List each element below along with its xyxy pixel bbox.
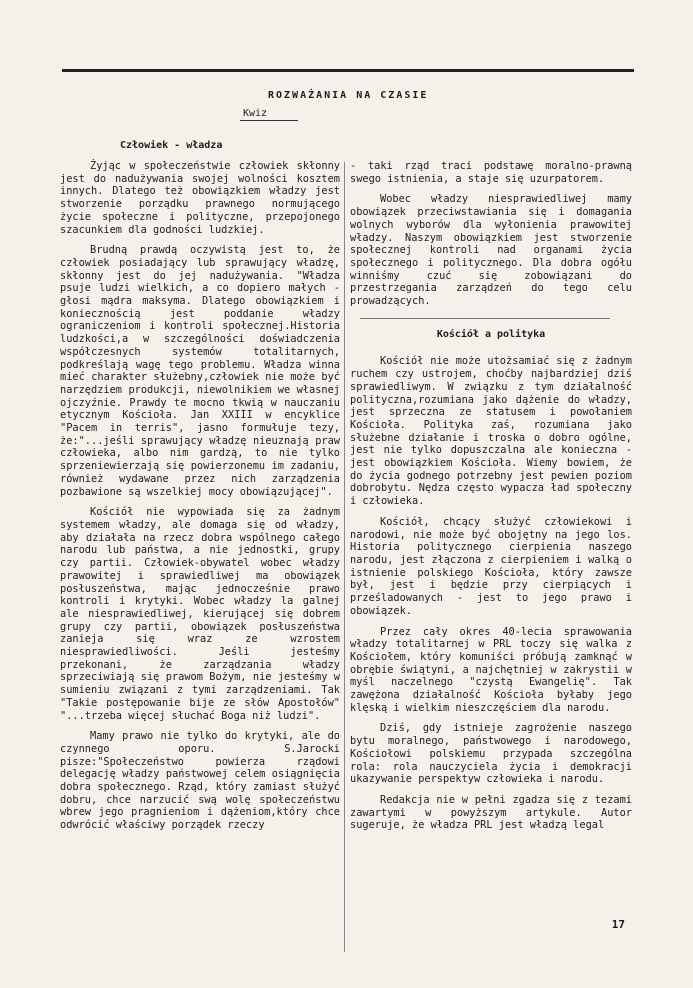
paragraph: Przez cały okres 40-lecia sprawowania władzy totalitarnej w PRL toczy się walka z Kościołem, który komuniści próbują zamknąć w obrębie świątyni, a najchętniej w zakrystii w myśl naczelnego "czystą Ewangelię". Tak zawężona działalność Kościoła byłaby jego klęską i wielkim nieszczęściem dla narodu. xyxy=(350,625,632,714)
paragraph: Kościół nie może utożsamiać się z żadnym ruchem czy ustrojem, choćby najbardziej dziś sprawiedliwym. W związku z tym działalność polityczna,rozumiana jako dążenie do władzy, jest sprzeczna ze statusem i powołaniem Kościoła. Polityka zaś, rozumiana jako służebne działanie i troska o dobro ogólne, jest nie tylko dopuszczalna ale konieczna - jest obowiązkiem Kościoła. Wiemy bowiem, że do życia godnego potrzebny jest pewien poziom dobrobytu. Nędza często wypacza ład społeczny i człowieka. xyxy=(350,355,632,508)
left-column xyxy=(60,160,340,840)
paragraph: Mamy prawo nie tylko do krytyki, ale do czynnego oporu. S.Jarocki pisze:"Społeczeństwo powierza rządowi delegację władzy państwowej celem osiągnięcia dobra społecznego. Rząd, który zamiast służyć dobru, chce narzucić swą wolę społeczeństwu wbrew jego pragnieniom i dążeniom,który chce odwrócić właściwy porządek rzeczy xyxy=(60,730,340,832)
paragraph: Żyjąc w społeczeństwie człowiek skłonny jest do nadużywania swojej wolności kosztem innych. Dlatego też obowiązkiem władzy jest stworzenie porządku prawnego normującego życie społeczne i polityczne, przepojonego szacunkiem dla godności ludzkiej. xyxy=(60,160,340,236)
paragraph: - taki rząd traci podstawę moralno-prawną swego istnienia, a staje się uzurpatorem. xyxy=(350,160,632,185)
paragraph: Redakcja nie w pełni zgadza się z tezami zawartymi w powyższym artykule. Autor sugeruje, że władza PRL jest władzą legal xyxy=(350,793,632,832)
kicker: Kwiz xyxy=(243,108,268,119)
section-title: Kościół a polityka xyxy=(436,328,546,340)
top-rule xyxy=(62,69,634,72)
paragraph: Kościół, chcący służyć człowiekowi i narodowi, nie może być obojętny na jego los. Historia politycznego cierpienia naszego narodu, jest złączona z cierpieniem i walką o istnienie polskiego Kościoła, który zawsze był, jest i będzie przy cierpiących i prześladowanych - jest to jego prawo i obowiązek. xyxy=(350,515,632,617)
section-header: ROZWAŻANIA NA CZASIE xyxy=(268,90,429,101)
section-divider xyxy=(360,318,610,319)
paragraph: Dziś, gdy istnieje zagrożenie naszego bytu moralnego, państwowego i narodowego, Kościołowi polskiemu przypada szczególna rola: rola nauczyciela życia i demokracji ukazywanie perspektyw człowieka i narodu. xyxy=(350,722,632,786)
paragraph: Wobec władzy niesprawiedliwej mamy obowiązek przeciwstawiania się i domagania wolnych wyborów dla wyłonienia prawowitej władzy. Naszym obowiązkiem jest stworzenie społecznej kontroli nad organami życia społecznego i politycznego. Dla dobra ogółu winniśmy czuć się zobowiązani do przestrzegania zarządzeń do tego celu prowadzących. xyxy=(350,193,632,308)
kicker-underline xyxy=(240,120,298,121)
column-divider xyxy=(344,162,345,952)
article-title: Człowiek - władza xyxy=(120,140,223,151)
paragraph: Brudną prawdą oczywistą jest to, że człowiek posiadający lub sprawujący władzę, skłonny jest do jej nadużywania. "Władza psuje ludzi wielkich, a co dopiero małych - głosi mądra maksyma. Dlatego obowiązkiem i koniecznością jest poddanie władzy ograniczeniom i kontroli społecznej.Historia ludzkości,a w szczególności doświadczenia współczesnych systemów totalitarnych, podkreślają wagę tego problemu. Władza winna mieć charakter służebny,człowiek nie może być narzędziem produkcji, niewolnikiem we własnej ojczyźnie. Prawdy te mocno tkwią w nauczaniu etycznym Kościoła. Jan XXIII w encyklice "Pacem in terris", jasno formułuje tezy, że:"...jeśli sprawujący władzę nieuznają praw człowieka, albo nim gardzą, to nie tylko sprzeniewierzają się powierzonemu im zadaniu, również wydawane przez nich zarządzenia pozbawione są wszelkiej mocy obowiązującej". xyxy=(60,244,340,498)
page-number: 17 xyxy=(611,918,625,931)
paragraph: Kościół nie wypowiada się za żadnym systemem władzy, ale domaga się od władzy, aby działała na rzecz dobra wspólnego całego narodu lub państwa, a nie jednostki, grupy czy partii. Człowiek-obywatel wobec władzy prawowitej i sprawiedliwej ma obowiązek posłuszeństwa, mając jednocześnie prawo kontroli i krytyki. Wobec władzy la galnej ale niesprawiedliwej, kierującej się dobrem grupy czy partii, obowiązek posłuszeństwa zanieja się wraz ze wzrostem niesprawiedliwości. Jeśli jesteśmy przekonani, że zarządzania władzy sprzeciwiają się prawom Bożym, nie jesteśmy w sumieniu związani z tymi zarządzeniami. Tak "Takie postępowanie bije ze słów Apostołów" "...trzeba więcej słuchać Boga niż ludzi". xyxy=(60,506,340,722)
right-column xyxy=(350,160,632,840)
